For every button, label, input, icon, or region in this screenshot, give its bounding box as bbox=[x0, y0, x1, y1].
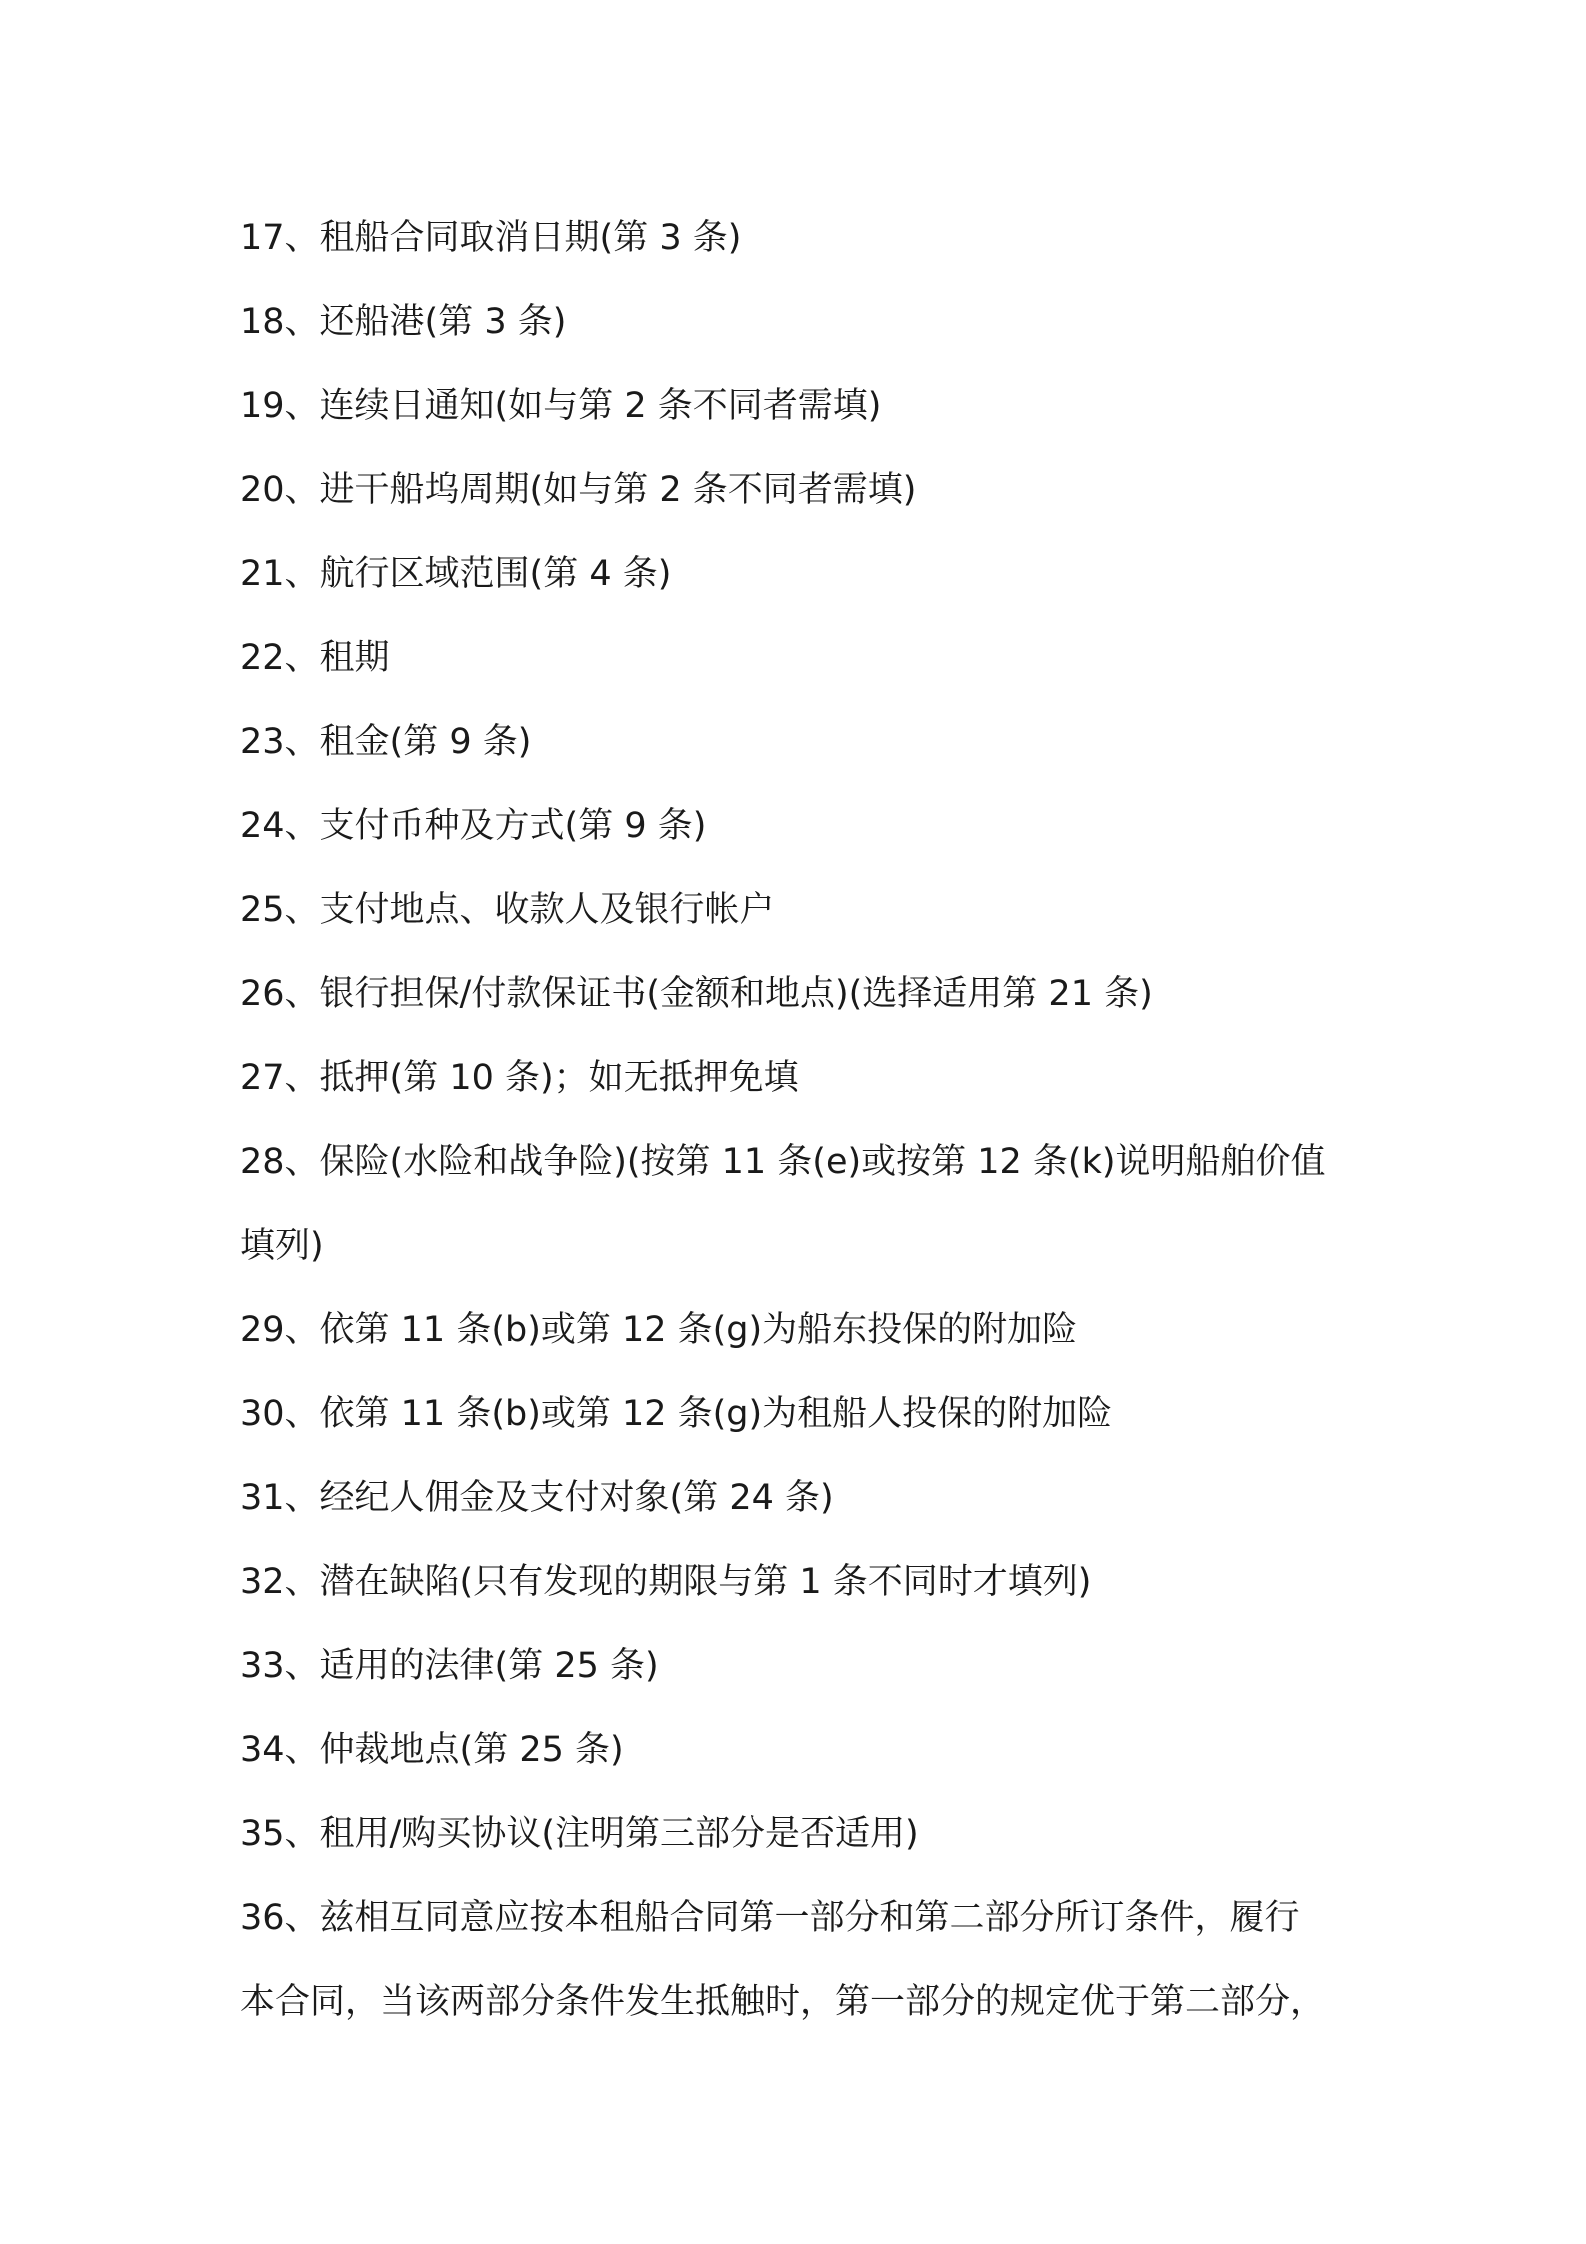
clause-line-continuation: 本合同，当该两部分条件发生抵触时，第一部分的规定优于第二部分， bbox=[240, 1982, 1326, 2022]
clause-line-continuation: 填列) bbox=[240, 1226, 324, 1266]
clause-line: 32、潜在缺陷(只有发现的期限与第 1 条不同时才填列) bbox=[240, 1562, 1092, 1602]
clause-line: 23、租金(第 9 条) bbox=[240, 722, 532, 762]
clause-line: 24、支付币种及方式(第 9 条) bbox=[240, 806, 707, 846]
clause-line: 34、仲裁地点(第 25 条) bbox=[240, 1730, 624, 1770]
clause-line: 27、抵押(第 10 条)；如无抵押免填 bbox=[240, 1058, 799, 1098]
clause-line: 33、适用的法律(第 25 条) bbox=[240, 1646, 659, 1686]
clause-line: 21、航行区域范围(第 4 条) bbox=[240, 554, 672, 594]
clause-line: 25、支付地点、收款人及银行帐户 bbox=[240, 890, 775, 930]
clause-line: 26、银行担保/付款保证书(金额和地点)(选择适用第 21 条) bbox=[240, 974, 1153, 1014]
clause-line: 22、租期 bbox=[240, 638, 390, 678]
clause-line: 36、兹相互同意应按本租船合同第一部分和第二部分所订条件，履行 bbox=[240, 1898, 1300, 1938]
clause-line: 35、租用/购买协议(注明第三部分是否适用) bbox=[240, 1814, 919, 1854]
clause-line: 20、进干船坞周期(如与第 2 条不同者需填) bbox=[240, 470, 917, 510]
clause-line: 28、保险(水险和战争险)(按第 11 条(e)或按第 12 条(k)说明船舶价值 bbox=[240, 1142, 1326, 1182]
clause-line: 29、依第 11 条(b)或第 12 条(g)为船东投保的附加险 bbox=[240, 1310, 1078, 1350]
clause-line: 17、租船合同取消日期(第 3 条) bbox=[240, 218, 742, 258]
clause-line: 19、连续日通知(如与第 2 条不同者需填) bbox=[240, 386, 882, 426]
clause-line: 18、还船港(第 3 条) bbox=[240, 302, 567, 342]
clause-list bbox=[240, 196, 1360, 2044]
clause-line: 31、经纪人佣金及支付对象(第 24 条) bbox=[240, 1478, 834, 1518]
clause-line: 30、依第 11 条(b)或第 12 条(g)为租船人投保的附加险 bbox=[240, 1394, 1113, 1434]
